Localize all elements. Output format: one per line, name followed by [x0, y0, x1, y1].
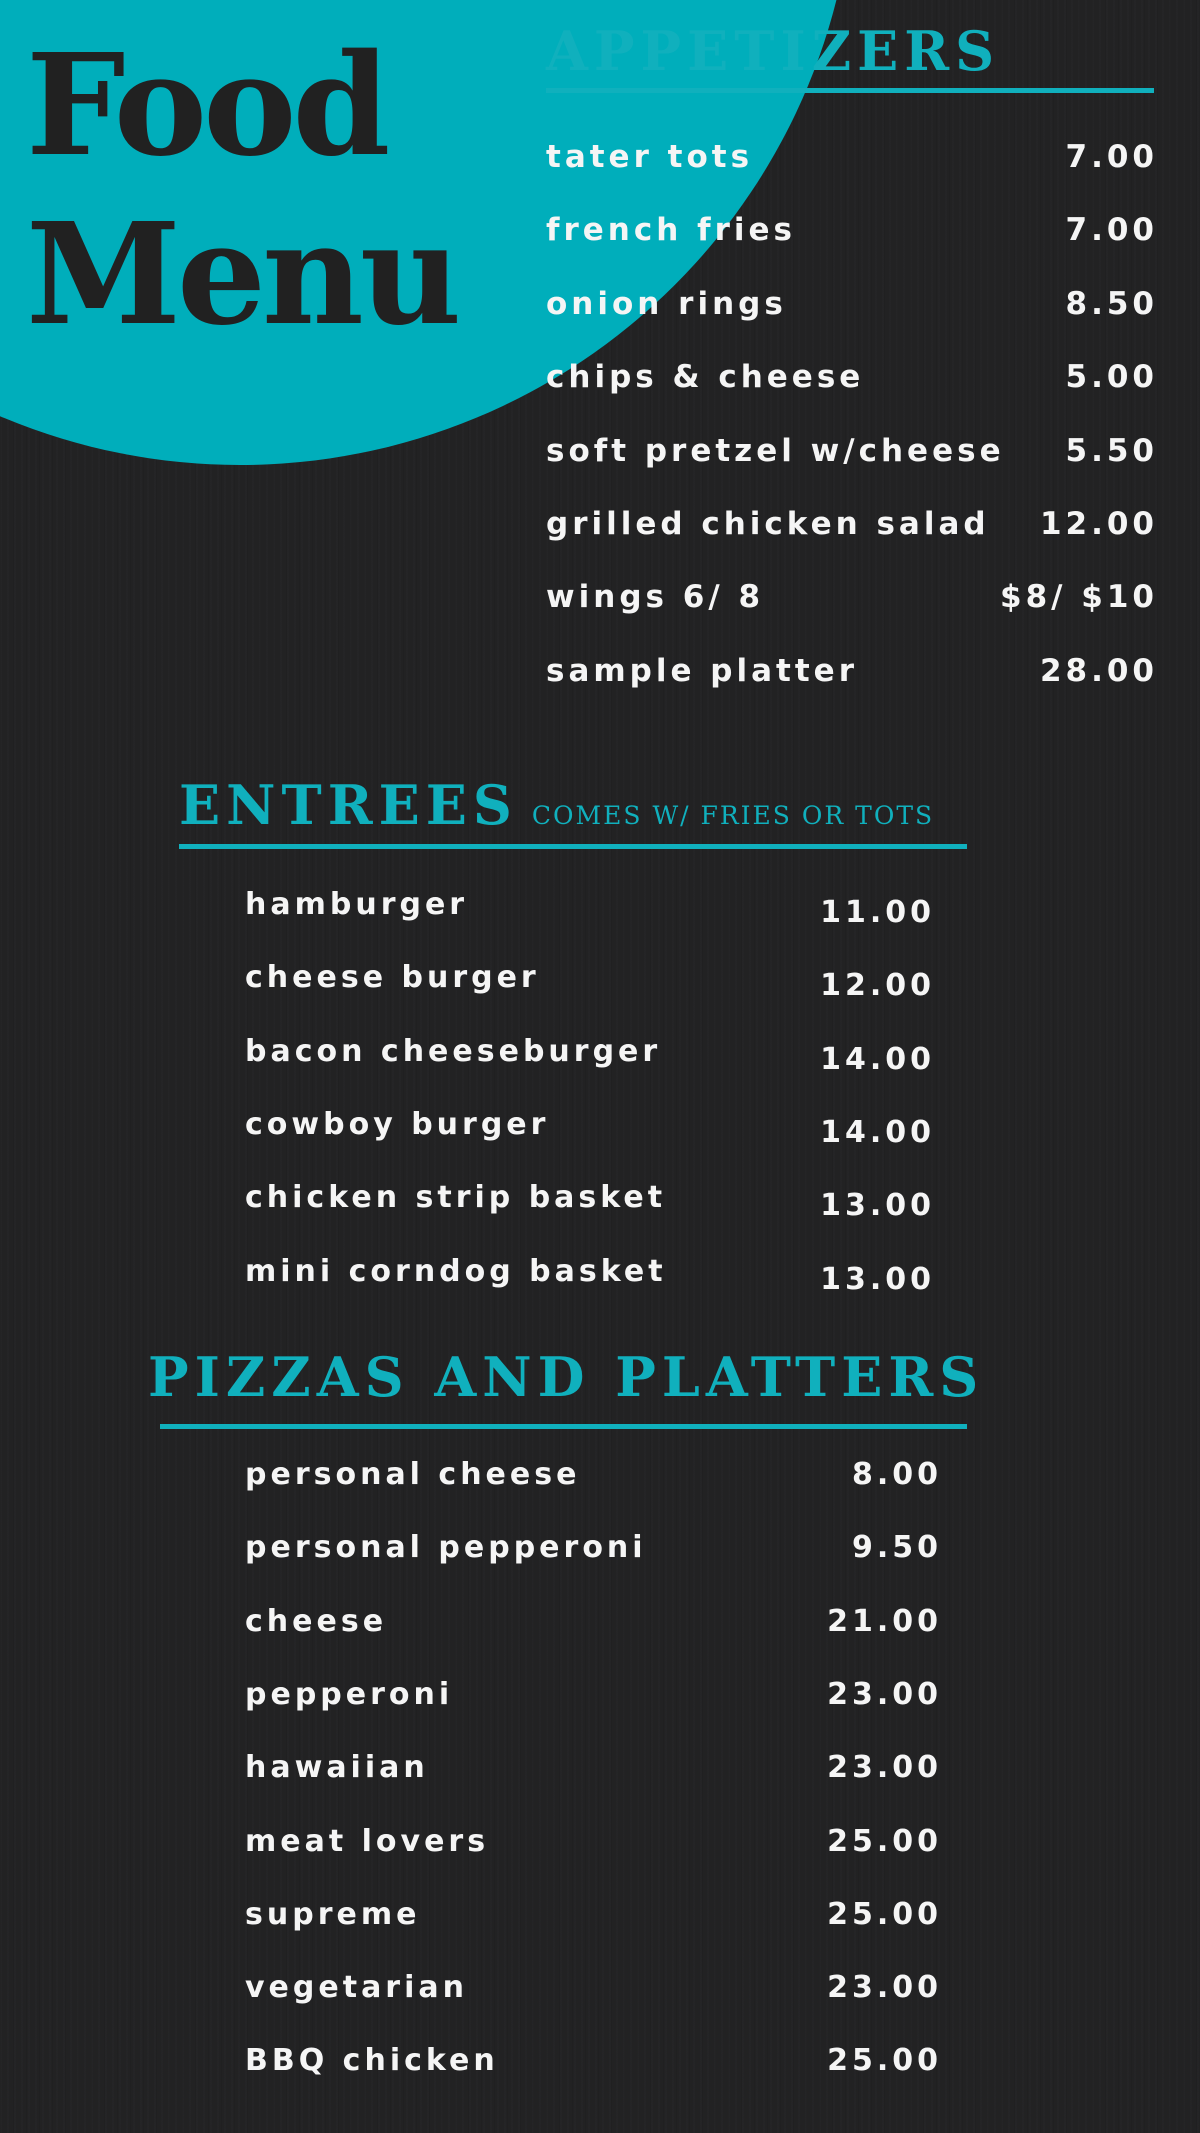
menu-item-name: BBQ chicken — [245, 2043, 499, 2078]
menu-item — [245, 1746, 942, 1790]
menu-item-name: vegetarian — [245, 1970, 468, 2005]
menu-item-price: 11.00 — [820, 895, 935, 930]
menu-item — [245, 1030, 935, 1077]
menu-item — [245, 1893, 942, 1937]
entrees-title: ENTREES — [179, 773, 518, 837]
menu-item — [546, 575, 1158, 619]
menu-item — [245, 1600, 942, 1644]
menu-item-price: 5.50 — [1065, 433, 1158, 469]
menu-item-name: cheese — [245, 1604, 388, 1639]
menu-item — [245, 1820, 942, 1864]
menu-item — [245, 1526, 942, 1570]
menu-item-name: meat lovers — [245, 1824, 490, 1859]
menu-item-name: mini corndog basket — [245, 1254, 667, 1289]
entrees-divider — [179, 844, 967, 849]
appetizers-heading: APPETIZERS — [546, 19, 1001, 83]
menu-item — [546, 355, 1158, 399]
appetizers-divider — [546, 88, 1154, 93]
menu-item-name: soft pretzel w/cheese — [546, 433, 1005, 469]
menu-item-price: 25.00 — [827, 1824, 942, 1859]
menu-item-name: supreme — [245, 1897, 421, 1932]
menu-item-name: onion rings — [546, 286, 787, 322]
menu-item — [245, 2039, 942, 2083]
menu-item-price: 12.00 — [1039, 506, 1158, 542]
pizzas-heading: PIZZAS AND PLATTERS — [148, 1345, 985, 1409]
menu-title-menu: Menu — [26, 193, 458, 357]
menu-item-name: sample platter — [546, 653, 858, 689]
menu-item-name: chips & cheese — [546, 359, 865, 395]
menu-item — [245, 883, 935, 930]
menu-item-price: 13.00 — [820, 1262, 935, 1297]
menu-item-price: 23.00 — [827, 1970, 942, 2005]
menu-item-name: grilled chicken salad — [546, 506, 990, 542]
menu-item-price: 9.50 — [851, 1530, 942, 1565]
menu-item — [245, 1176, 935, 1223]
menu-item — [245, 1453, 942, 1497]
menu-item-price: 7.00 — [1065, 139, 1158, 175]
menu-item-name: pepperoni — [245, 1677, 454, 1712]
menu-item-name: hawaiian — [245, 1750, 429, 1785]
menu-item-price: 28.00 — [1039, 653, 1158, 689]
menu-item-name: personal cheese — [245, 1457, 581, 1492]
menu-item-name: cowboy burger — [245, 1107, 550, 1142]
menu-item-name: cheese burger — [245, 960, 540, 995]
menu-item — [546, 208, 1158, 252]
menu-item-price: 23.00 — [827, 1750, 942, 1785]
menu-item — [546, 429, 1158, 473]
entrees-heading — [179, 773, 935, 837]
menu-item-name: bacon cheeseburger — [245, 1034, 662, 1069]
pizzas-divider — [160, 1424, 967, 1429]
menu-item — [245, 1966, 942, 2010]
menu-item-price: 25.00 — [827, 1897, 942, 1932]
menu-item-price: 13.00 — [820, 1188, 935, 1223]
menu-item — [546, 282, 1158, 326]
menu-item-price: 7.00 — [1065, 212, 1158, 248]
menu-item — [245, 956, 935, 1003]
menu-item-name: chicken strip basket — [245, 1180, 667, 1215]
menu-item-price: $8/ $10 — [1000, 579, 1158, 615]
menu-item-price: 25.00 — [827, 2043, 942, 2078]
menu-item-price: 23.00 — [827, 1677, 942, 1712]
menu-item-price: 8.00 — [851, 1457, 942, 1492]
menu-item — [546, 649, 1158, 693]
menu-item-name: personal pepperoni — [245, 1530, 647, 1565]
menu-item-name: hamburger — [245, 887, 469, 922]
menu-item-name: french fries — [546, 212, 796, 248]
menu-item-price: 12.00 — [820, 968, 935, 1003]
menu-item-price: 8.50 — [1065, 286, 1158, 322]
entrees-subtitle: COMES W/ FRIES OR TOTS — [531, 801, 935, 830]
menu-item — [546, 502, 1158, 546]
menu-item — [245, 1103, 935, 1150]
menu-item-name: tater tots — [546, 139, 754, 175]
menu-item-price: 21.00 — [827, 1604, 942, 1639]
menu-title-food: Food — [26, 24, 387, 188]
menu-item-price: 14.00 — [820, 1042, 935, 1077]
menu-item — [546, 135, 1158, 179]
menu-item — [245, 1673, 942, 1717]
menu-item — [245, 1250, 935, 1297]
menu-item-price: 14.00 — [820, 1115, 935, 1150]
menu-item-name: wings 6/ 8 — [546, 579, 765, 615]
menu-item-price: 5.00 — [1065, 359, 1158, 395]
